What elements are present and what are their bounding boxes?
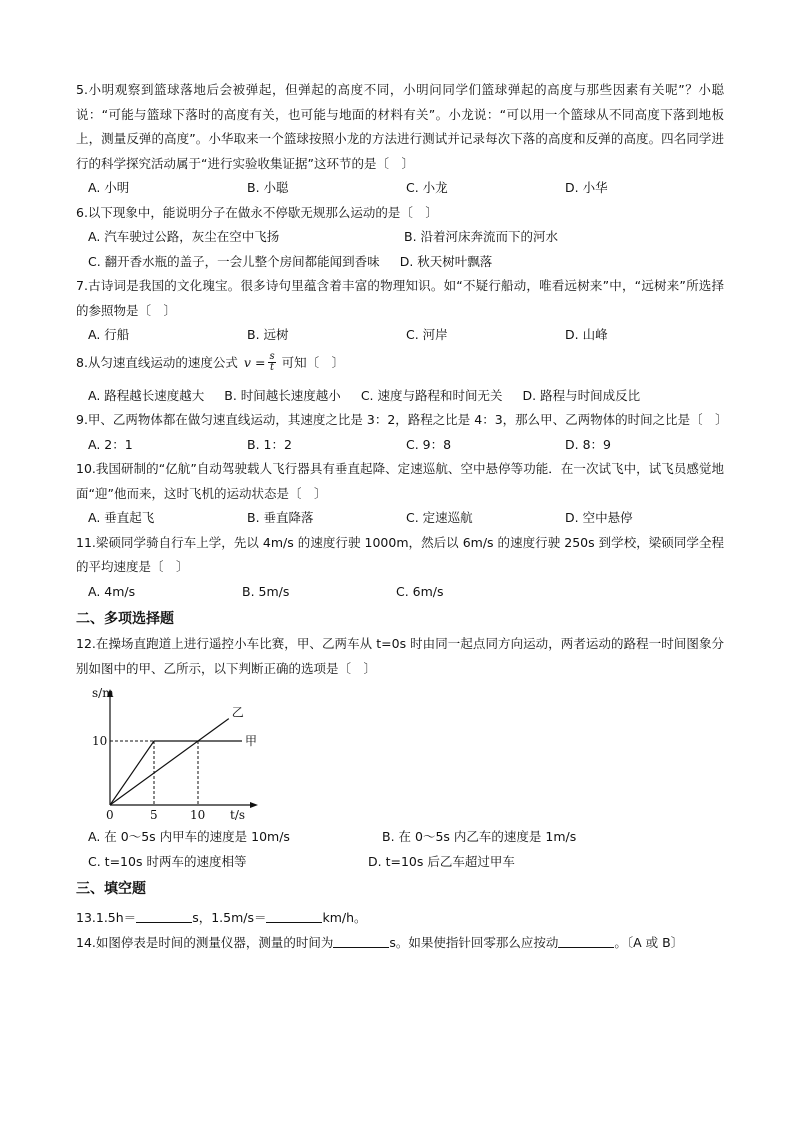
question-6 (76, 201, 724, 275)
options-row (76, 825, 724, 850)
option-d: D. 8：9 (565, 436, 611, 452)
section-heading-multiple-choice: 二、多项选择题 (76, 611, 174, 627)
option-a: A. 在 0～5s 内甲车的速度是 10m/s (88, 829, 290, 844)
options-row (76, 323, 724, 348)
option-c: C. 速度与路程和时间无关 (360, 387, 503, 403)
question-text: 。〔A 或 B〕 (614, 934, 684, 950)
option-b: B. 在 0～5s 内乙车的速度是 1m/s (382, 829, 577, 844)
option-c: C. 小龙 (406, 180, 448, 195)
section-heading-fill-in: 三、填空题 (76, 881, 146, 897)
option-c: C. t=10s 时两车的速度相等 (88, 853, 247, 869)
question-text: s，1.5m/s＝ (192, 910, 267, 925)
option-d: D. 空中悬停 (565, 510, 633, 525)
formula-fraction (268, 352, 275, 373)
option-c: C. 定速巡航 (406, 510, 473, 525)
option-b: B. 小聪 (247, 180, 289, 195)
question-text: 13.1.5h＝ (76, 910, 137, 925)
options-row (76, 580, 724, 605)
formula-denominator: t (269, 362, 275, 373)
stem-text: 8.从匀速直线运动的速度公式 (76, 354, 238, 370)
options-row (76, 384, 724, 409)
question-9 (76, 408, 728, 457)
question-stem: 6.以下现象中，能说明分子在做永不停歇无规那么运动的是〔 〕 (76, 204, 438, 220)
option-b: B. 沿着河床奔流而下的河水 (404, 229, 559, 244)
series-line-1 (110, 741, 242, 805)
question-12 (76, 632, 724, 874)
x-tick-label: 10 (190, 808, 206, 822)
question-text: km/h。 (322, 910, 367, 925)
distance-time-chart (82, 685, 262, 825)
question-stem: 12.在操场直跑道上进行遥控小车比赛，甲、乙两车从 t=0s 时由同一起点同方向运动，两者运动的路程一时间图象分别如图中的甲、乙所示，以下判断正确的选项是〔 〕 (76, 636, 724, 676)
question-stem (76, 348, 724, 378)
y-tick-label: 10 (92, 734, 108, 748)
question-stem: 10.我国研制的“亿航”自动驾驶载人飞行器具有垂直起降、定速巡航、空中悬停等功能．在一次试飞中，试飞员感觉地面“迎”他而来，这时飞机的运动状态是〔 〕 (76, 461, 724, 501)
question-stem: 9.甲、乙两物体都在做匀速直线运动，其速度之比是 3：2，路程之比是 4：3，那么甲、乙两物体的时间之比是〔 〕 (76, 412, 728, 427)
question-14 (76, 931, 724, 956)
y-axis-label: s/m (92, 686, 114, 700)
series-line-2 (110, 719, 229, 805)
option-a: A. 垂直起飞 (88, 510, 155, 525)
answer-blank[interactable] (333, 934, 389, 948)
option-d: D. 路程与时间成反比 (522, 387, 641, 403)
formula-numerator: s (269, 351, 275, 362)
option-a: A. 行船 (88, 327, 130, 342)
question-10 (76, 457, 724, 531)
options-row (76, 506, 724, 531)
question-5 (76, 78, 724, 201)
question-13 (76, 906, 724, 931)
series-label: 乙 (231, 705, 244, 720)
question-8 (76, 348, 724, 409)
options-row (76, 433, 724, 458)
option-b: B. 远树 (247, 327, 289, 342)
option-a: A. 汽车驶过公路，灰尘在空中飞扬 (88, 229, 280, 244)
x-axis-label: t/s (230, 808, 246, 822)
option-c: C. 6m/s (396, 583, 444, 599)
answer-blank[interactable] (136, 909, 192, 923)
option-c: C. 翻开香水瓶的盖子，一会儿整个房间都能闻到香味 (88, 253, 380, 269)
answer-blank[interactable] (266, 909, 322, 923)
question-text: 14.如图停表是时间的测量仪器，测量的时间为 (76, 934, 334, 950)
formula-lhs: v = (243, 354, 266, 370)
x-tick-label: 0 (106, 808, 114, 822)
answer-blank[interactable] (558, 934, 614, 948)
option-b: B. 1：2 (247, 436, 292, 452)
option-a: A. 路程越长速度越大 (88, 387, 205, 403)
question-stem: 11.梁硕同学骑自行车上学，先以 4m/s 的速度行驶 1000m，然后以 6m/s 的速度行驶 250s 到学校，梁硕同学全程的平均速度是〔 〕 (76, 534, 724, 574)
question-stem: 5.小明观察到篮球落地后会被弹起，但弹起的高度不同，小明问同学们篮球弹起的高度与那些因素有关呢”？小聪说：“可能与篮球下落时的高度有关，也可能与地面的材料有关”。小龙说：“可以用一个篮球从不同高度下落到地板上，测量反弹的高度”。小华取来一个篮球按照小龙的方法进行测试并记录每次下落的高度和反弹的高度。四名同学进行的科学探究活动属于“进行实验收集证据”这环节的是〔 〕 (76, 82, 724, 171)
option-a: A. 小明 (88, 180, 130, 195)
option-d: D. t=10s 后乙车超过甲车 (368, 853, 515, 869)
series-label: 甲 (245, 734, 258, 748)
option-d: D. 秋天树叶飘落 (399, 253, 493, 269)
options-row (76, 176, 724, 201)
x-axis-arrow (250, 802, 258, 808)
option-b: B. 时间越长速度越小 (224, 387, 341, 403)
question-stem: 7.古诗词是我国的文化瑰宝。很多诗句里蕴含着丰富的物理知识。如“不疑行船动，唯看远树来”中，“远树来”所选择的参照物是〔 〕 (76, 278, 724, 318)
question-11 (76, 531, 724, 605)
options-row (76, 850, 724, 875)
x-tick-label: 5 (150, 808, 158, 822)
option-b: B. 5m/s (242, 583, 290, 599)
option-b: B. 垂直降落 (247, 510, 314, 525)
option-d: D. 山峰 (565, 327, 608, 342)
option-d: D. 小华 (565, 180, 608, 195)
question-text: s。如果使指针回零那么应按动 (389, 934, 559, 950)
stem-text: 可知〔 〕 (281, 354, 345, 370)
option-c: C. 9：8 (406, 436, 452, 452)
option-c: C. 河岸 (406, 327, 448, 342)
question-7 (76, 274, 724, 348)
speed-formula (244, 348, 276, 378)
option-a: A. 2：1 (88, 436, 133, 452)
exam-page (76, 78, 728, 955)
options-row (76, 225, 724, 250)
options-row (76, 250, 724, 275)
option-a: A. 4m/s (88, 583, 136, 599)
